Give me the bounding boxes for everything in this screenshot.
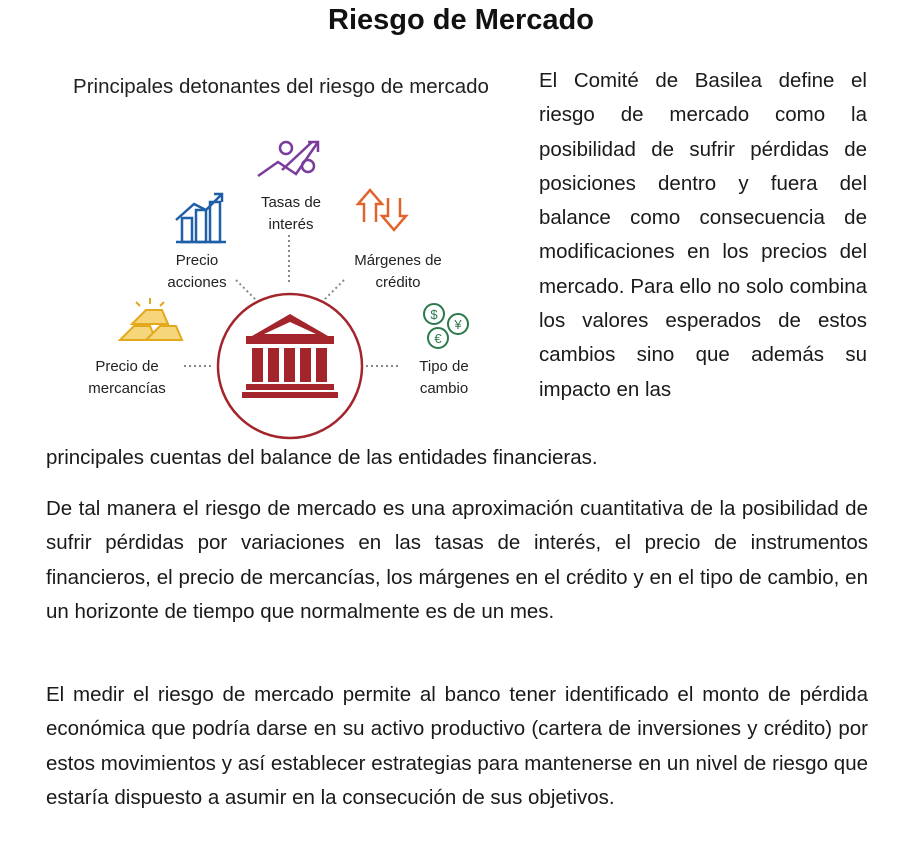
svg-text:€: € bbox=[434, 331, 442, 346]
stock-chart-icon bbox=[176, 194, 226, 242]
label-tasas-interes: Tasas de interés bbox=[260, 194, 322, 233]
paragraph-1-side: El Comité de Basilea define el riesgo de mercado como la posibilidad de sufrir pérdidas de posiciones dentro y fuera del balance como consecuencia de modificaciones en los precios del mercado. Para ello no solo combina los valores esperados de estos cambios sino que además su impacto en las bbox=[539, 69, 867, 401]
svg-text:$: $ bbox=[430, 307, 438, 322]
figure-title: Principales detonantes del riesgo de mercado bbox=[73, 75, 489, 98]
svg-text:¥: ¥ bbox=[454, 317, 462, 332]
paragraph-1-continued: principales cuentas del balance de las entidades financieras. bbox=[46, 446, 598, 469]
gold-bars-icon bbox=[120, 310, 182, 340]
gold-shine-lines bbox=[136, 298, 164, 306]
percent-trend-icon bbox=[258, 142, 318, 176]
page-title: Riesgo de Mercado bbox=[328, 4, 594, 36]
paragraph-3: El medir el riesgo de mercado permite al banco tener identificado el monto de pérdida económica que podría darse en su activo productivo (cartera de inversiones y crédito) por estos movimientos y así establecer estrategias para mantenerse en un nivel de riesgo que estaría dispuesto a asumir en la consecución de sus objetivos. bbox=[46, 683, 868, 809]
currency-exchange-icon bbox=[424, 304, 468, 348]
label-precio-mercancias: Precio de mercancías bbox=[88, 358, 166, 397]
label-tipo-cambio: Tipo de cambio bbox=[419, 358, 469, 397]
label-margenes-credito: Márgenes de crédito bbox=[354, 252, 442, 291]
label-precio-acciones: Precio acciones bbox=[167, 252, 227, 291]
paragraph-2: De tal manera el riesgo de mercado es una aproximación cuantitativa de la posibilidad de sufrir pérdidas por variaciones en las tasas de interés, el precio de instrumentos financieros, el precio de mercancías, los márgenes en el crédito y en el tipo de cambio, en un horizonte de tiempo que normalmente es de un mes. bbox=[46, 497, 868, 623]
arrows-updown-icon bbox=[358, 190, 406, 230]
